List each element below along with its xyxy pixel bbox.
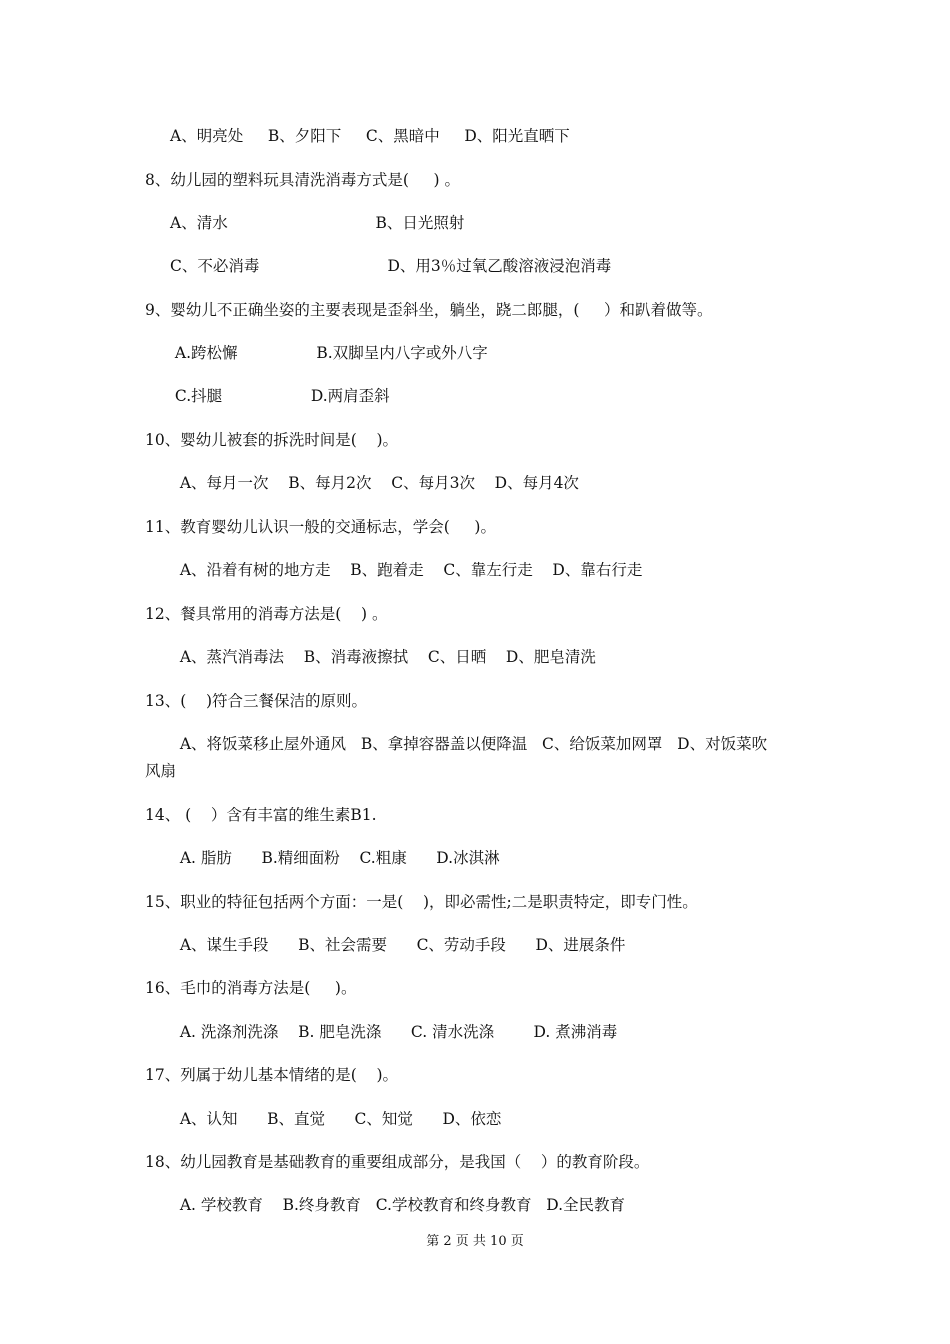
options-q18: A. 学校教育 B.终身教育 C.学校教育和终身教育 D.全民教育: [170, 1196, 626, 1214]
page-footer: 第 2 页 共 10 页: [426, 1234, 524, 1249]
question-8: 8、幼儿园的塑料玩具清洗消毒方式是( ) 。: [145, 171, 461, 189]
options-q9-ab: A.跨松懈 B.双脚呈内八字或外八字: [170, 344, 488, 362]
question-16: 16、毛巾的消毒方法是( )。: [145, 979, 357, 997]
question-10: 10、婴幼儿被套的拆洗时间是( )。: [145, 431, 399, 449]
options-q16: A. 洗涤剂洗涤 B. 肥皂洗涤 C. 清水洗涤 D. 煮沸消毒: [170, 1023, 618, 1041]
question-17: 17、列属于幼儿基本情绪的是( )。: [145, 1066, 399, 1084]
options-q15: A、谋生手段 B、社会需要 C、劳动手段 D、进展条件: [170, 936, 626, 954]
question-18: 18、幼儿园教育是基础教育的重要组成部分，是我国（ ）的教育阶段。: [145, 1153, 650, 1171]
options-q11: A、沿着有树的地方走 B、跑着走 C、靠左行走 D、靠右行走: [170, 561, 643, 579]
options-q8-ab: A、清水 B、日光照射: [170, 214, 465, 232]
options-q10: A、每月一次 B、每月2次 C、每月3次 D、每月4次: [170, 474, 579, 492]
question-14: 14、 ( ）含有丰富的维生素B1.: [145, 806, 377, 824]
options-q14: A. 脂肪 B.精细面粉 C.粗康 D.冰淇淋: [170, 849, 500, 867]
question-12: 12、餐具常用的消毒方法是( ) 。: [145, 605, 388, 623]
options-q17: A、认知 B、直觉 C、知觉 D、依恋: [170, 1110, 502, 1128]
question-11: 11、教育婴幼儿认识一般的交通标志，学会( )。: [145, 518, 496, 536]
options-q9-cd: C.抖腿 D.两肩歪斜: [170, 387, 390, 405]
question-9: 9、婴幼儿不正确坐姿的主要表现是歪斜坐，躺坐，跷二郎腿，( ）和趴着做等。: [145, 301, 713, 319]
options-q13-wrap: 风扇: [145, 762, 177, 780]
options-q13: A、将饭菜移止屋外通风 B、拿掉容器盖以便降温 C、给饭菜加网罩 D、对饭菜吹: [170, 735, 768, 753]
options-q7: A、明亮处 B、夕阳下 C、黑暗中 D、阳光直晒下: [170, 127, 570, 145]
options-q8-cd: C、不必消毒 D、用3％过氧乙酸溶液浸泡消毒: [170, 257, 612, 275]
question-13: 13、( )符合三餐保洁的原则。: [145, 692, 368, 710]
options-q12: A、蒸汽消毒法 B、消毒液擦拭 C、日晒 D、肥皂清洗: [170, 648, 596, 666]
question-15: 15、职业的特征包括两个方面：一是( )，即必需性;二是职责特定，即专门性。: [145, 893, 698, 911]
